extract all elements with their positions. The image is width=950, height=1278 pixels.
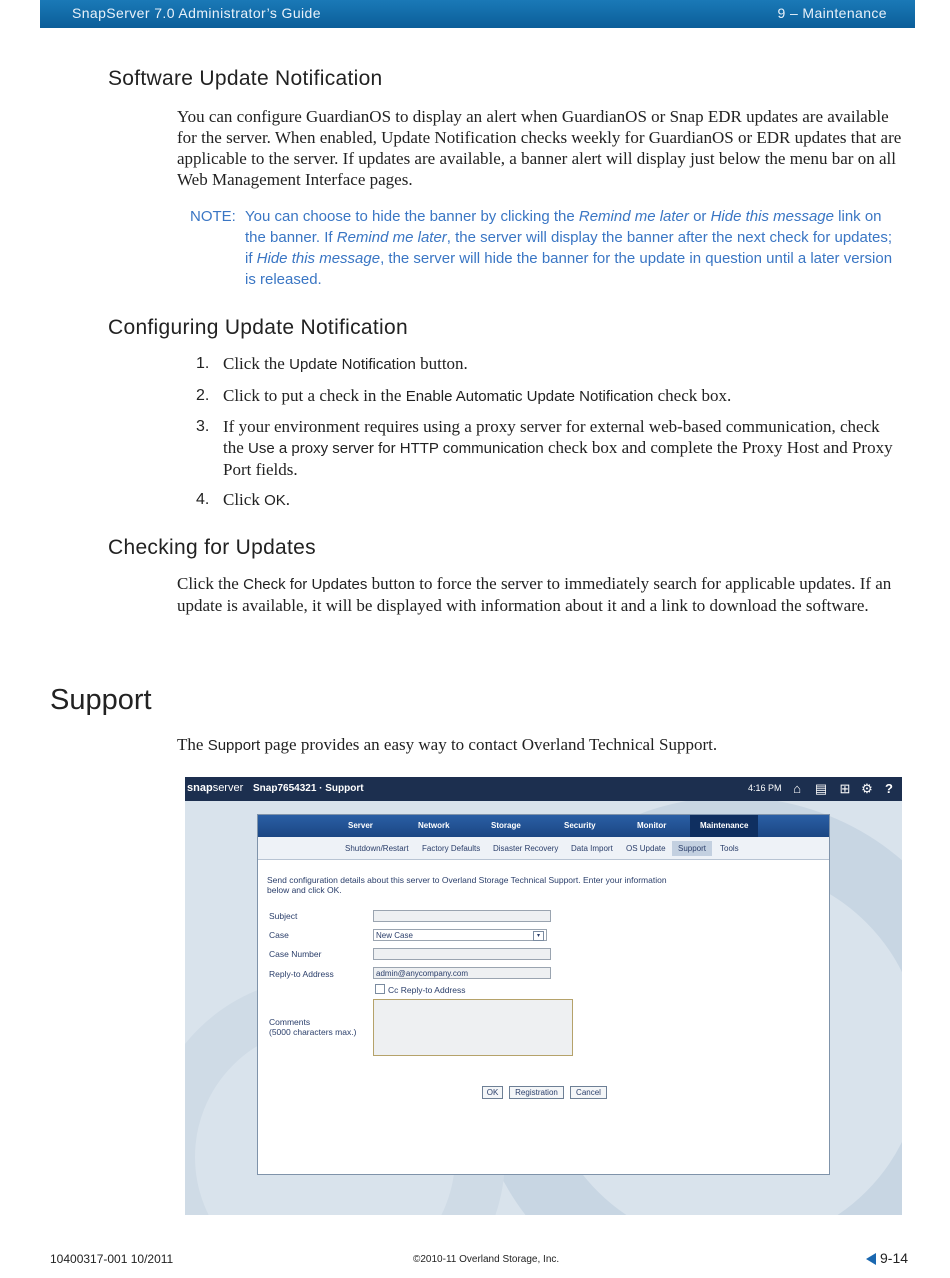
subtab-disaster-recovery[interactable]: Disaster Recovery [493,844,559,853]
ok-button[interactable]: OK [482,1086,503,1099]
subtab-data-import[interactable]: Data Import [571,844,613,853]
subtab-shutdown-restart[interactable]: Shutdown/Restart [345,844,409,853]
app-top-bar [185,777,902,801]
page-number: 9-14 [866,1250,908,1266]
gear-icon[interactable]: ⚙ [861,781,873,796]
tab-maintenance[interactable]: Maintenance [690,815,758,837]
subtab-tools[interactable]: Tools [720,844,739,853]
case-select[interactable] [373,929,547,941]
case-number-label: Case Number [269,949,322,959]
section-heading-software-update: Software Update Notification [108,67,383,90]
form-intro: Send configuration details about this server to Overland Storage Technical Support. Enter your information below and click OK. [267,875,667,895]
tab-monitor[interactable]: Monitor [637,821,667,830]
case-select-value: New Case [376,931,413,940]
cc-reply-label: Cc Reply-to Address [388,985,466,995]
support-panel [257,814,830,1175]
sub-tabs [258,837,829,860]
tab-network[interactable]: Network [418,821,450,830]
section-heading-checking: Checking for Updates [108,536,316,559]
document-header [40,0,915,28]
server-page-title: Snap7654321 · Support [253,783,364,794]
guide-title: SnapServer 7.0 Administrator’s Guide [72,5,321,21]
cc-reply-checkbox[interactable] [375,984,385,994]
section-heading-configuring: Configuring Update Notification [108,316,408,339]
subtab-factory-defaults[interactable]: Factory Defaults [422,844,481,853]
reply-to-label: Reply-to Address [269,969,334,979]
support-paragraph: The Support page provides an easy way to contact Overland Technical Support. [177,735,718,754]
software-update-paragraph: You can configure GuardianOS to display an alert when GuardianOS or Snap EDR updates are available for the server. When enabled, Update Notification checks weekly for GuardianOS or EDR updates that are applicable to the server. If updates are available, a banner alert will display just below the menu bar on all Web Management Interface pages. [177,107,902,189]
copyright: ©2010-11 Overland Storage, Inc. [413,1254,560,1265]
note-text: You can choose to hide the banner by clicking the Remind me later or Hide this message link on the banner. If Remind me later, the server will display the banner after the next check for updates; if Hide this message, the server will hide the banner for the update in question until a later version is released. [245,208,893,288]
network-icon[interactable]: ⊞ [839,781,851,796]
reply-to-field[interactable]: admin@anycompany.com [373,967,551,979]
tab-security[interactable]: Security [564,821,596,830]
checking-paragraph: Click the Check for Updates button to force the server to immediately search for applicable updates. If an update is available, it will be displayed with information about it and a link to download the software. [177,574,892,615]
chapter-title: 9 – Maintenance [777,5,887,21]
home-icon[interactable]: ⌂ [793,781,801,796]
tab-server[interactable]: Server [348,821,373,830]
previous-page-icon[interactable] [866,1253,876,1265]
registration-button[interactable]: Registration [509,1086,564,1099]
subtab-support[interactable]: Support [672,841,712,856]
clock-readout: 4:16 PM [748,783,782,793]
document-id: 10400317-001 10/2011 [50,1252,174,1266]
chevron-down-icon: ▾ [533,931,544,941]
case-number-field[interactable] [373,948,551,960]
subject-field[interactable] [373,910,551,922]
comments-textarea[interactable] [373,999,573,1056]
cancel-button[interactable]: Cancel [570,1086,607,1099]
main-tabs [258,815,829,837]
section-heading-support: Support [50,684,152,716]
tab-storage[interactable]: Storage [491,821,521,830]
case-label: Case [269,930,289,940]
comments-label: Comments [269,1017,311,1027]
support-page-screenshot [185,777,902,1215]
comments-hint: (5000 characters max.) [269,1027,357,1037]
subtab-os-update[interactable]: OS Update [626,844,666,853]
note-label: NOTE: [190,208,236,225]
server-icon[interactable]: ▤ [814,781,828,796]
help-icon[interactable]: ? [885,781,893,796]
snapserver-logo: snapserver [187,782,244,794]
subject-label: Subject [269,911,298,921]
